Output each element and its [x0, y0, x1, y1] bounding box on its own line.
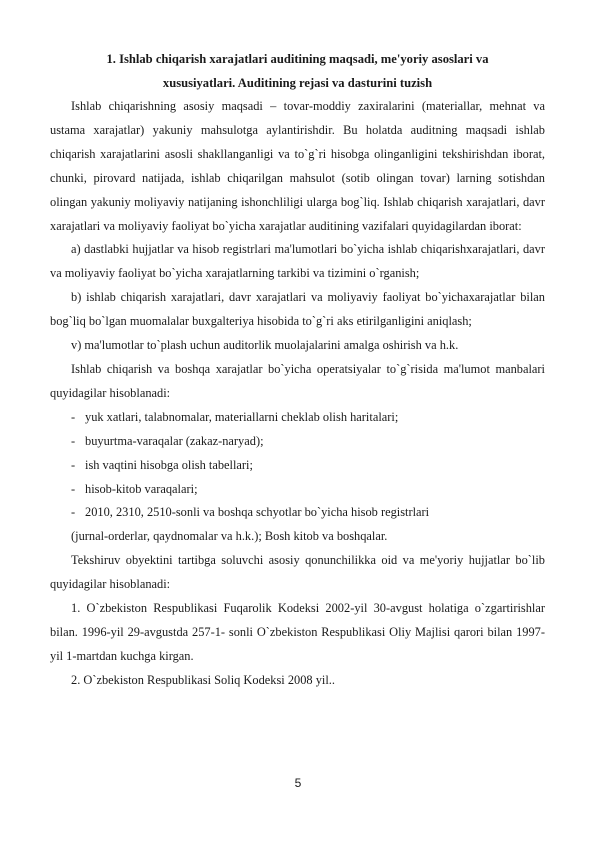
- source-list-text: hisob-kitob varaqalari;: [85, 481, 198, 496]
- source-list-item: [50, 454, 545, 478]
- source-list-item: [50, 478, 545, 502]
- section-heading-line-2: xususiyatlari. Auditining rejasi va dasturini tuzish: [162, 76, 433, 90]
- dash-bullet: -: [71, 505, 76, 520]
- dash-bullet: -: [71, 409, 76, 424]
- source-list-text: buyurtma-varaqalar (zakaz-naryad);: [85, 433, 264, 448]
- legal-item-2: 2. O`zbekiston Respublikasi Soliq Kodeksi 2008 yil..: [71, 672, 335, 687]
- source-list-text: ish vaqtini hisobga olish tabellari;: [85, 457, 253, 472]
- page-number: 5: [294, 776, 302, 790]
- source-list-text: 2010, 2310, 2510-sonli va boshqa schyotlar bo`yicha hisob registrlari: [85, 505, 430, 520]
- document-body: [50, 47, 545, 693]
- section-heading: [50, 47, 545, 95]
- intro-paragraph: Ishlab chiqarishning asosiy maqsadi – tovar-moddiy zaxiralarini (materiallar, mehnat va ustama xarajatlar) yakuniy mahsulotga aylantirishdir. Bu holatda auditning maqsadi ishlab chiqarish xarajatlarini asosli shakllanganligi va to`g`ri hisobga olinganligini tekshirishdan iborat, chunki, pirovard natijada, ishlab chiqarilgan mahsulot (sotib olingan tovar) larning sotishdan olingan yakuniy moliyaviy natijaning ishonchliligi ularga bog`liq. Ishlab chiqarish xarajatlari, davr xarajatlari va moliyaviy faoliyat bo`yicha xarajatlar auditining vazifalari quyidagilardan iborat:: [50, 99, 545, 233]
- legal-item-1: 1. O`zbekiston Respublikasi Fuqarolik Kodeksi 2002-yil 30-avgust holatiga o`zgartirishlar bilan. 1996-yil 29-avgustda 257-1- sonli O`zbekiston Respublikasi Oliy Majlisi qarori bilan 1997-yil 1-martdan kuchga kirgan.: [50, 601, 545, 663]
- task-item-b: b) ishlab chiqarish xarajatlari, davr xarajatlari va moliyaviy faoliyat bo`yichaxarajatlar bilan bog`liq bo`lgan muomalalar buxgalteriya hisobida to`g`ri aks etirilganligini aniqlash;: [50, 290, 545, 329]
- dash-bullet: -: [71, 481, 76, 496]
- source-list-item: [50, 430, 545, 454]
- source-list-item: [50, 406, 545, 430]
- legal-intro-paragraph: Tekshiruv obyektini tartibga soluvchi asosiy qonunchilikka oid va me'yoriy hujjatlar bo`lib quyidagilar hisoblanadi:: [50, 553, 545, 592]
- task-item-a: a) dastlabki hujjatlar va hisob registrlari ma'lumotlari bo`yicha ishlab chiqarishxarajatlari, davr va moliyaviy faoliyat bo`yicha xarajatlarning tarkibi va tizimini o`rganish;: [50, 242, 545, 281]
- source-list-text: yuk xatlari, talabnomalar, materiallarni cheklab olish haritalari;: [85, 409, 399, 424]
- dash-bullet: -: [71, 433, 76, 448]
- source-list-continuation: (jurnal-orderlar, qaydnomalar va h.k.); Bosh kitob va boshqalar.: [71, 529, 388, 544]
- task-item-v: v) ma'lumotlar to`plash uchun auditorlik muolajalarini amalga oshirish va h.k.: [71, 338, 459, 353]
- dash-bullet: -: [71, 457, 76, 472]
- sources-intro-paragraph: Ishlab chiqarish va boshqa xarajatlar bo`yicha operatsiyalar to`g`risida ma'lumot manbalari quyidagilar hisoblanadi:: [50, 361, 545, 400]
- source-list-item: [50, 501, 545, 525]
- section-heading-line-1: 1. Ishlab chiqarish xarajatlari auditining maqsadi, me'yoriy asoslari va: [106, 52, 489, 66]
